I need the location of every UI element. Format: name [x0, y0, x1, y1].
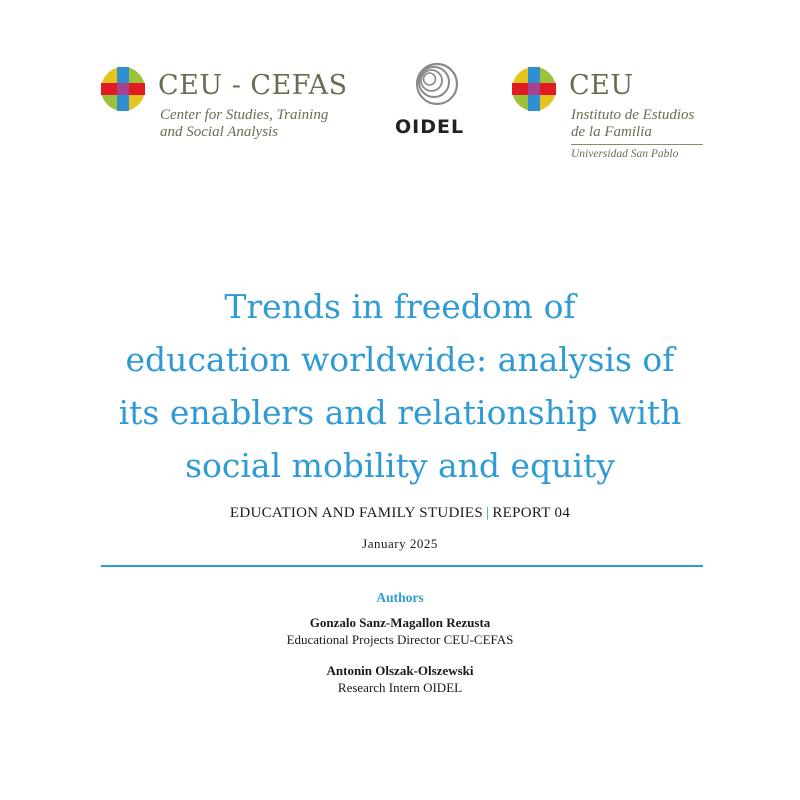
- author-entry: [40, 614, 760, 648]
- ceu-subtitle: [571, 107, 694, 141]
- author-role: Educational Projects Director CEU-CEFAS: [286, 632, 514, 647]
- report-title-line: education worldwide: analysis of: [125, 340, 675, 379]
- ceu-subtitle-line2: de la Familia: [571, 124, 652, 140]
- author-role: Research Intern OIDEL: [337, 680, 463, 695]
- report-title: [40, 280, 760, 492]
- report-title-line: Trends in freedom of: [224, 287, 576, 326]
- report-title-line: social mobility and equity: [185, 446, 615, 485]
- series-name: EDUCATION AND FAMILY STUDIES: [229, 505, 484, 521]
- ceu-cross-emblem-icon: [511, 66, 557, 112]
- report-title-line: its enablers and relationship with: [118, 393, 682, 432]
- series-separator: |: [486, 505, 490, 521]
- oidel-rings-icon: [415, 62, 459, 106]
- ceu-subtitle-line1: Instituto de Estudios: [571, 107, 695, 123]
- ceu-cross-emblem-icon: [100, 66, 146, 112]
- ceu-logo-rule: [571, 144, 703, 145]
- report-series: [40, 505, 760, 522]
- author-name: Antonin Olszak-Olszewski: [326, 663, 474, 678]
- author-entry: [40, 662, 760, 696]
- report-number: REPORT 04: [492, 505, 571, 521]
- ceu-cefas-name: CEU - CEFAS: [158, 70, 348, 101]
- authors-heading: Authors: [376, 590, 424, 605]
- ceu-university-name: Universidad San Pablo: [571, 148, 679, 160]
- ceu-cefas-subtitle-line2: and Social Analysis: [160, 124, 279, 140]
- author-name: Gonzalo Sanz-Magallon Rezusta: [309, 615, 491, 630]
- ceu-cefas-subtitle: [160, 107, 328, 141]
- report-date: January 2025: [362, 536, 438, 551]
- ceu-cefas-subtitle-line1: Center for Studies, Training: [160, 107, 329, 123]
- ceu-name: CEU: [569, 70, 634, 101]
- oidel-name: OIDEL: [395, 116, 465, 138]
- section-divider: [101, 565, 703, 567]
